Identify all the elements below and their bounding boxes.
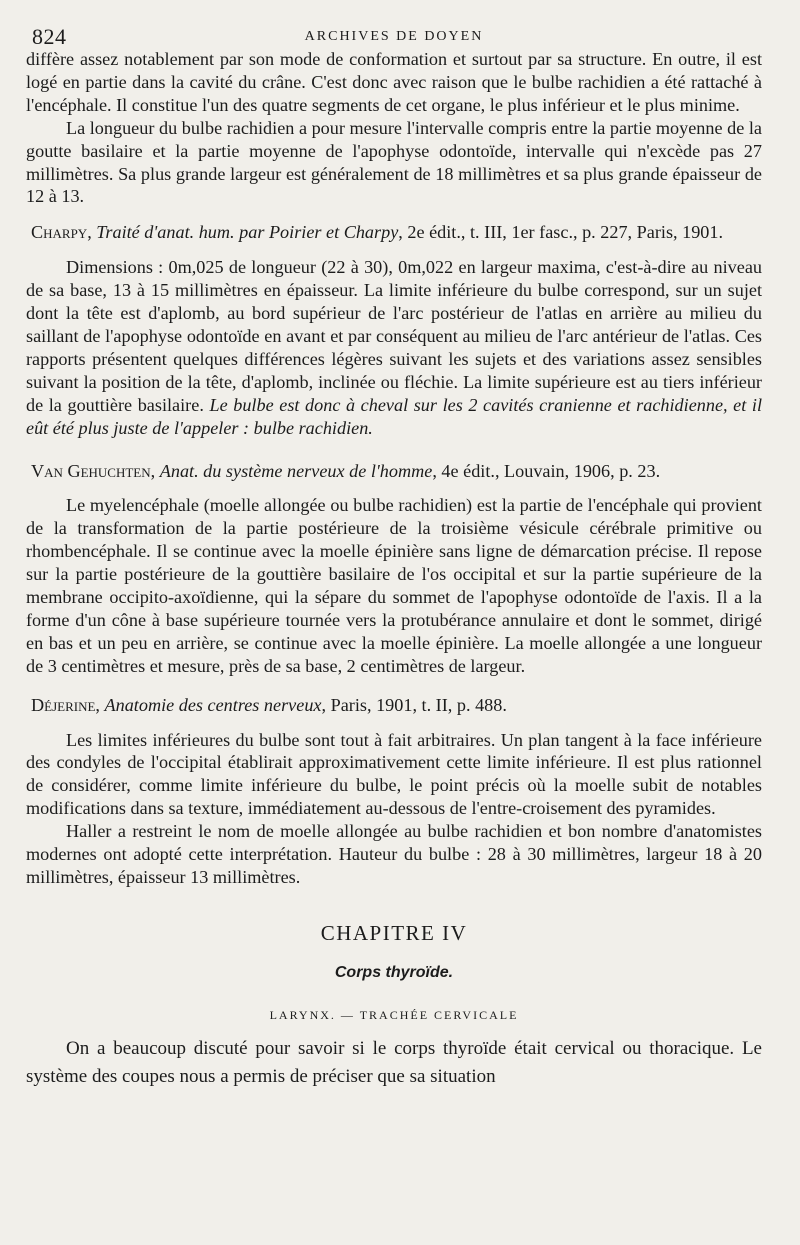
ref-details: , 4e édit., Louvain, 1906, p. 23. xyxy=(432,460,661,481)
running-title: ARCHIVES DE DOYEN xyxy=(304,29,484,44)
limits-paragraph: Les limites inférieures du bulbe sont tout à fait arbitraires. Un plan tangent à la face inférieure des condyles de l'occipital établirait approximativement cette limite inférieure. Il est plus rationnel de considérer, comme limite inférieure du bulbe, le point précis où la moelle subit de notables modifications dans sa texture, immédiatement au-dessous de l'entre-croisement des pyramides. xyxy=(26,729,762,819)
thyroid-paragraph: On a beaucoup discuté pour savoir si le corps thyroïde était cervical ou thoracique. Le système des coupes nous a permis de préciser que sa situation xyxy=(26,1037,762,1087)
ref-author: Van Gehuchten xyxy=(31,460,151,481)
reference-charpy: Charpy, Traité d'anat. hum. par Poirier et Charpy, 2e édit., t. III, 1er fasc., p. 227, Paris, 1901. xyxy=(31,222,724,243)
reference-van-gehuchten: Van Gehuchten, Anat. du système nerveux de l'homme, 4e édit., Louvain, 1906, p. 23. xyxy=(31,460,661,481)
ref-title: Traité d'anat. hum. par Poirier et Charpy xyxy=(96,222,399,243)
intro-paragraph: diffère assez notablement par son mode de conformation et surtout par sa structure. En outre, il est logé en partie dans la cavité du crâne. C'est donc avec raison que le bulbe rachidien a été rattaché à l'encéphale. Il constitue l'un des quatre segments de cet organe, le plus inférieur et le plus minime. xyxy=(26,49,762,115)
dimensions-paragraph xyxy=(26,256,762,439)
ref-details: , 2e édit., t. III, 1er fasc., p. 227, Paris, 1901. xyxy=(398,222,724,243)
page-header xyxy=(26,18,762,48)
reference-dejerine: Déjerine, Anatomie des centres nerveux, Paris, 1901, t. II, p. 488. xyxy=(31,694,507,715)
ref-title: Anatomie des centres nerveux xyxy=(104,694,322,715)
haller-paragraph: Haller a restreint le nom de moelle allongée au bulbe rachidien et bon nombre d'anatomistes modernes ont adopté cette interprétation. Hauteur du bulbe : 28 à 30 millimètres, largeur 18 à 20 millimètres, épaisseur 13 millimètres. xyxy=(26,821,762,887)
page-number: 824 xyxy=(32,24,67,49)
ref-author: Déjerine xyxy=(31,694,96,715)
ref-author: Charpy xyxy=(31,222,88,243)
dimensions-text: Dimensions : 0m,025 de longueur (22 à 30), 0m,022 en largeur maxima, c'est-à-dire au niveau de sa base, 13 à 15 millimètres en épaisseur. La limite inférieure du bulbe correspond, sur un sujet dont la tête est d'aplomb, au bord supérieur de l'arc postérieur de l'atlas en arrière au milieu du saillant de l'apophyse odontoïde en avant et par conséquent au milieu de l'arc antérieur de l'atlas. Ces rapports présentent quelques différences légères suivant les sujets et des variations assez sensibles suivant la position de la tête, d'aplomb, inclinée ou fléchie. La limite supérieure est au tiers inférieur de la gouttière basilaire. xyxy=(26,257,762,415)
dimensions-italic: Le bulbe est donc à cheval sur les 2 cavités cranienne et rachidienne, et il eût été plus juste de l'appeler : bulbe rachidien. xyxy=(26,394,762,438)
length-paragraph: La longueur du bulbe rachidien a pour mesure l'intervalle compris entre la partie moyenne de la goutte basilaire et la partie moyenne de l'apophyse odontoïde, intervalle qui n'excède pas 27 millimètres. Sa plus grande largeur est généralement de 18 millimètres et sa plus grande épaisseur de 12 à 13. xyxy=(26,117,762,207)
final-block xyxy=(26,1035,762,1091)
ref-details: , Paris, 1901, t. II, p. 488. xyxy=(321,694,507,715)
ref-title: Anat. du système nerveux de l'homme xyxy=(159,460,433,481)
chapter-title: CHAPITRE IV xyxy=(320,920,468,945)
section-heading: LARYNX. — TRACHÉE CERVICALE xyxy=(269,1007,519,1022)
myelencephale-paragraph: Le myelencéphale (moelle allongée ou bulbe rachidien) est la partie de l'encéphale qui provient de la transformation de la partie postérieure de la troisième vésicule cérébrale primitive ou rhombencéphale. Il se continue avec la moelle épinière sans ligne de démarcation précise. Il repose sur la partie postérieure de la gouttière basilaire de l'os occipital et sur la partie supérieure de la membrane occipito-axoïdienne, qui la sépare du sommet de l'apophyse odontoïde de l'axis. Il a la forme d'un cône à base supérieure tournée vers la protubérance annulaire et dont le sommet, dirigé en bas et un peu en arrière, se continue avec la moelle épinière. La moelle allongée a une longueur de 3 centimètres et mesure, près de sa base, 2 centimètres de largeur. xyxy=(26,495,762,676)
chapter-subtitle: Corps thyroïde. xyxy=(334,963,454,981)
